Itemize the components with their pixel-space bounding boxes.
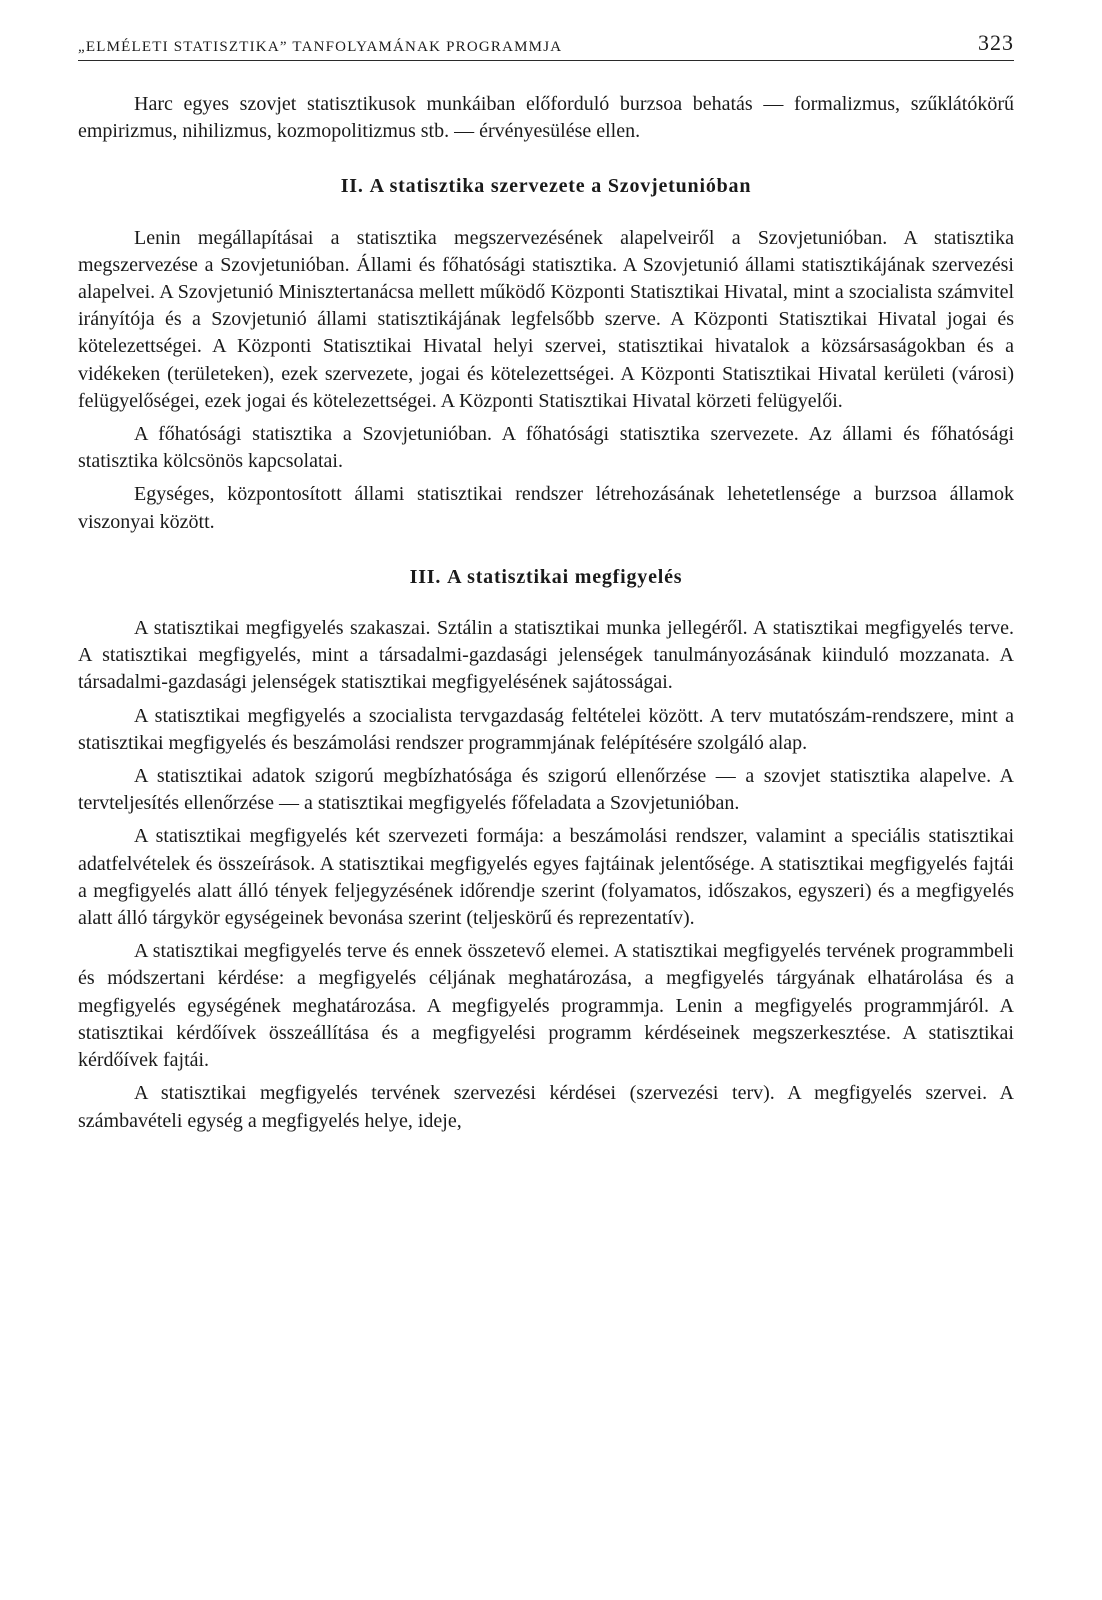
section-title: A statisztikai megfigyelés [447, 565, 683, 588]
document-body [78, 91, 1014, 1135]
body-paragraph: A főhatósági statisztika a Szovjetunióban. A főhatósági statisztika szervezete. Az állami és főhatósági statisztika kölcsönös kapcsolatai. [78, 423, 1014, 473]
body-paragraph: A statisztikai megfigyelés tervének szervezési kérdései (szervezési terv). A megfigyelés szervei. A számbavételi egység a megfigyelés helye, ideje, [78, 1082, 1014, 1132]
section-heading [78, 564, 1014, 591]
running-header [78, 30, 1014, 61]
running-header-title: „ELMÉLETI STATISZTIKA” TANFOLYAMÁNAK PROGRAMMJA [78, 39, 563, 55]
section-numeral: II. [340, 175, 364, 198]
body-paragraph: A statisztikai megfigyelés a szocialista tervgazdaság feltételei között. A terv mutatószám-rendszere, mint a statisztikai megfigyelés és beszámolási rendszer programmjának felépítésére szolgáló alap. [78, 704, 1014, 754]
body-paragraph: A statisztikai megfigyelés terve és ennek összetevő elemei. A statisztikai megfigyelés tervének programmbeli és módszertani kérdése: a megfigyelés céljának meghatározása, a megfigyelés tárgyának elhatárolása és a megfigyelés egységének meghatározása. A megfigyelés programmja. Lenin a megfigyelés programmjáról. A statisztikai kérdőívek összeállítása és a megfigyelési programm kérdéseinek megszerkesztése. A statisztikai kérdőívek fajtái. [78, 940, 1014, 1072]
section-numeral: III. [409, 565, 442, 588]
section-heading [78, 173, 1014, 200]
body-paragraph: A statisztikai megfigyelés szakaszai. Sztálin a statisztikai munka jellegéről. A statisztikai megfigyelés terve. A statisztikai megfigyelés, mint a társadalmi-gazdasági jelenségek tanulmányozásának kiinduló mozzanata. A társadalmi-gazdasági jelenségek statisztikai megfigyelésének sajátosságai. [78, 617, 1014, 694]
section-title: A statisztika szervezete a Szovjetunióban [369, 175, 752, 198]
page-number: 323 [978, 30, 1014, 55]
body-paragraph: A statisztikai megfigyelés két szervezeti formája: a beszámolási rendszer, valamint a speciális statisztikai adatfelvételek és összeírások. A statisztikai megfigyelés egyes fajtáinak jelentősége. A statisztikai megfigyelés fajtái a megfigyelés alatt álló tények feljegyzésének időrendje szerint (folyamatos, időszakos, egyszeri) és a megfigyelés alatt álló tárgykör egységeinek bevonása szerint (teljeskörű és reprezentatív). [78, 825, 1014, 930]
body-paragraph: A statisztikai adatok szigorú megbízhatósága és szigorú ellenőrzése — a szovjet statisztika alapelve. A tervteljesítés ellenőrzése — a statisztikai megfigyelés főfeladata a Szovjetunióban. [78, 765, 1014, 815]
body-paragraph: Lenin megállapításai a statisztika megszervezésének alapelveiről a Szovjetunióban. A statisztika megszervezése a Szovjetunióban. Állami és főhatósági statisztika. A Szovjetunió állami statisztikájának szervezési alapelvei. A Szovjetunió Minisztertanácsa mellett működő Központi Statisztikai Hivatal, mint a szocialista számvitel irányítója és a Szovjetunió állami statisztikájának legfelsőbb szerve. A Központi Statisztikai Hivatal jogai és kötelezettségei. A Központi Statisztikai Hivatal helyi szervei, statisztikai hivatalok a közsársaságokban és a vidékeken (területeken), ezek szervezete, jogai és kötelezettségei. A Központi Statisztikai Hivatal kerületi (városi) felügyelőségei, ezek jogai és kötelezettségei. A Központi Statisztikai Hivatal körzeti felügyelői. [78, 226, 1014, 412]
document-page [78, 30, 1014, 1135]
body-paragraph: Harc egyes szovjet statisztikusok munkáiban előforduló burzsoa behatás — formalizmus, szűklátókörű empirizmus, nihilizmus, kozmopolitizmus stb. — érvényesülése ellen. [78, 93, 1014, 143]
body-paragraph: Egységes, központosított állami statisztikai rendszer létrehozásának lehetetlensége a burzsoa államok viszonyai között. [78, 483, 1014, 533]
